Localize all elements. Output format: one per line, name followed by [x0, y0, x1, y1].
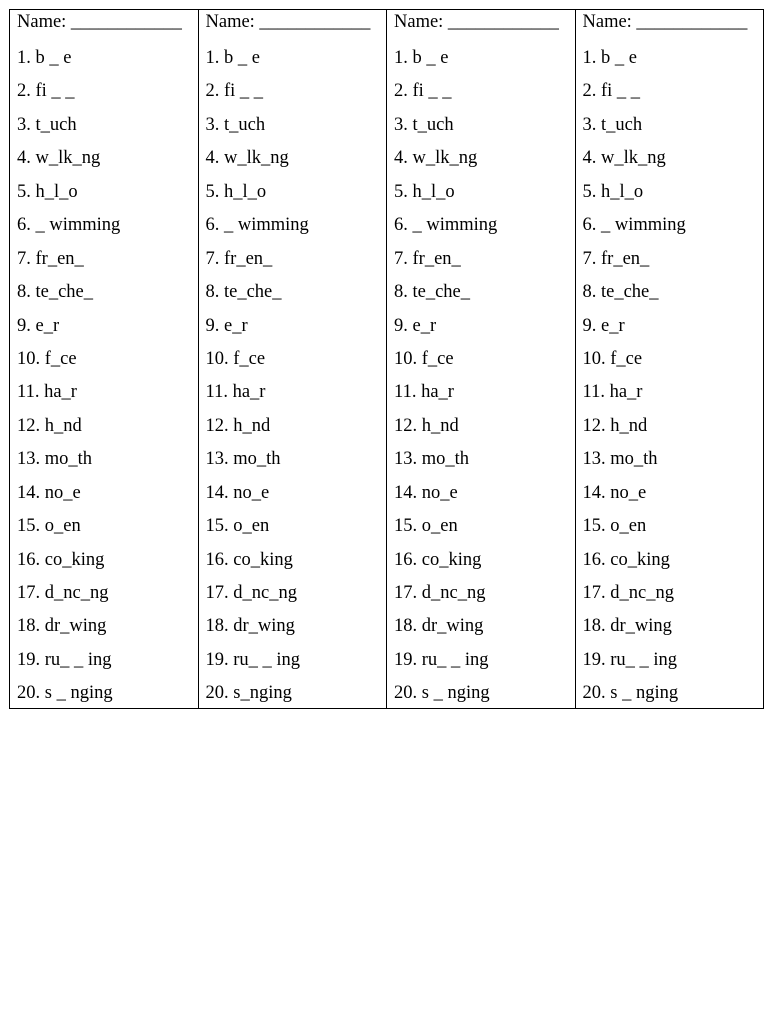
list-item: 20. s _ nging — [17, 683, 113, 704]
list-item: 3. t_uch — [394, 114, 454, 135]
list-item: 18. dr_wing — [17, 616, 107, 637]
list-item: 17. d_nc_ng — [17, 583, 109, 603]
list-item: 6. _ wimming — [205, 215, 309, 236]
list-item: 14. no_e — [394, 482, 458, 503]
list-item: 1. b _ e — [17, 48, 72, 68]
worksheet-column-1 — [10, 10, 199, 708]
worksheet-column-3 — [387, 10, 576, 708]
list-item: 5. h_l_o — [582, 181, 644, 202]
list-item: 7. fr_en_ — [582, 248, 650, 269]
name-label: Name: ____________ — [582, 12, 748, 32]
list-item: 14. no_e — [17, 482, 81, 503]
list-item: 13. mo_th — [205, 449, 281, 470]
list-item: 2. fi _ _ — [394, 81, 452, 102]
list-item: 3. t_uch — [17, 114, 77, 135]
list-item: 14. no_e — [582, 482, 647, 503]
list-item: 8. te_che_ — [17, 282, 94, 303]
list-item: 11. ha_r — [394, 382, 454, 403]
list-item: 15. o_en — [17, 516, 81, 537]
list-item: 12. h_nd — [394, 415, 459, 436]
list-item: 5. h_l_o — [205, 181, 267, 202]
list-item: 12. h_nd — [205, 415, 271, 436]
list-item: 9. e_r — [205, 315, 248, 336]
list-item: 12. h_nd — [582, 415, 648, 436]
list-item: 17. d_nc_ng — [394, 583, 486, 603]
list-item: 6. _ wimming — [582, 215, 686, 236]
list-item: 4. w_lk_ng — [205, 148, 289, 169]
list-item: 17. d_nc_ng — [205, 583, 297, 603]
list-item: 10. f_ce — [17, 348, 77, 369]
list-item: 5. h_l_o — [17, 181, 78, 202]
list-item: 13. mo_th — [394, 449, 470, 470]
list-item: 16. co_king — [394, 549, 482, 570]
list-item: 9. e_r — [394, 315, 437, 336]
list-item: 16. co_king — [17, 549, 105, 570]
list-item: 19. ru_ _ ing — [17, 649, 112, 670]
list-item: 8. te_che_ — [394, 282, 471, 303]
list-item: 10. f_ce — [205, 348, 266, 369]
list-item: 11. ha_r — [17, 382, 77, 403]
worksheet-column-2 — [199, 10, 388, 708]
list-item: 13. mo_th — [17, 449, 93, 470]
list-item: 15. o_en — [394, 516, 458, 537]
list-item: 17. d_nc_ng — [582, 583, 674, 603]
list-item: 1. b _ e — [582, 48, 637, 68]
list-item: 2. fi _ _ — [205, 81, 264, 102]
list-item: 11. ha_r — [205, 382, 266, 403]
list-item: 18. dr_wing — [582, 616, 672, 637]
list-item: 18. dr_wing — [394, 616, 484, 637]
list-item: 8. te_che_ — [582, 282, 659, 303]
list-item: 2. fi _ _ — [582, 81, 641, 102]
list-item: 2. fi _ _ — [17, 81, 75, 102]
name-label: Name: ____________ — [205, 12, 371, 32]
worksheet — [9, 9, 764, 709]
list-item: 15. o_en — [205, 516, 270, 537]
list-item: 4. w_lk_ng — [17, 148, 101, 169]
list-item: 19. ru_ _ ing — [394, 649, 489, 670]
list-item: 20. s _ nging — [394, 683, 490, 704]
list-item: 8. te_che_ — [205, 282, 282, 303]
list-item: 16. co_king — [582, 549, 670, 570]
list-item: 18. dr_wing — [205, 616, 295, 637]
list-item: 16. co_king — [205, 549, 293, 570]
list-item: 15. o_en — [582, 516, 647, 537]
list-item: 13. mo_th — [582, 449, 658, 470]
list-item: 6. _ wimming — [17, 215, 121, 236]
list-item: 12. h_nd — [17, 415, 82, 436]
list-item: 10. f_ce — [582, 348, 643, 369]
list-item: 3. t_uch — [205, 114, 266, 135]
list-item: 11. ha_r — [582, 382, 643, 403]
list-item: 6. _ wimming — [394, 215, 498, 236]
list-item: 19. ru_ _ ing — [582, 649, 678, 670]
list-item: 20. s _ nging — [582, 683, 679, 704]
worksheet-column-4 — [576, 10, 764, 708]
list-item: 4. w_lk_ng — [582, 148, 666, 169]
list-item: 3. t_uch — [582, 114, 643, 135]
list-item: 7. fr_en_ — [205, 248, 273, 269]
list-item: 7. fr_en_ — [17, 248, 84, 269]
name-label: Name: ____________ — [394, 12, 559, 32]
list-item: 9. e_r — [582, 315, 625, 336]
list-item: 14. no_e — [205, 482, 270, 503]
list-item: 10. f_ce — [394, 348, 454, 369]
list-item: 4. w_lk_ng — [394, 148, 478, 169]
list-item: 20. s_nging — [205, 683, 292, 704]
list-item: 1. b _ e — [394, 48, 449, 68]
name-label: Name: ____________ — [17, 12, 182, 32]
list-item: 7. fr_en_ — [394, 248, 461, 269]
list-item: 5. h_l_o — [394, 181, 455, 202]
list-item: 1. b _ e — [205, 48, 260, 68]
list-item: 9. e_r — [17, 315, 60, 336]
list-item: 19. ru_ _ ing — [205, 649, 301, 670]
